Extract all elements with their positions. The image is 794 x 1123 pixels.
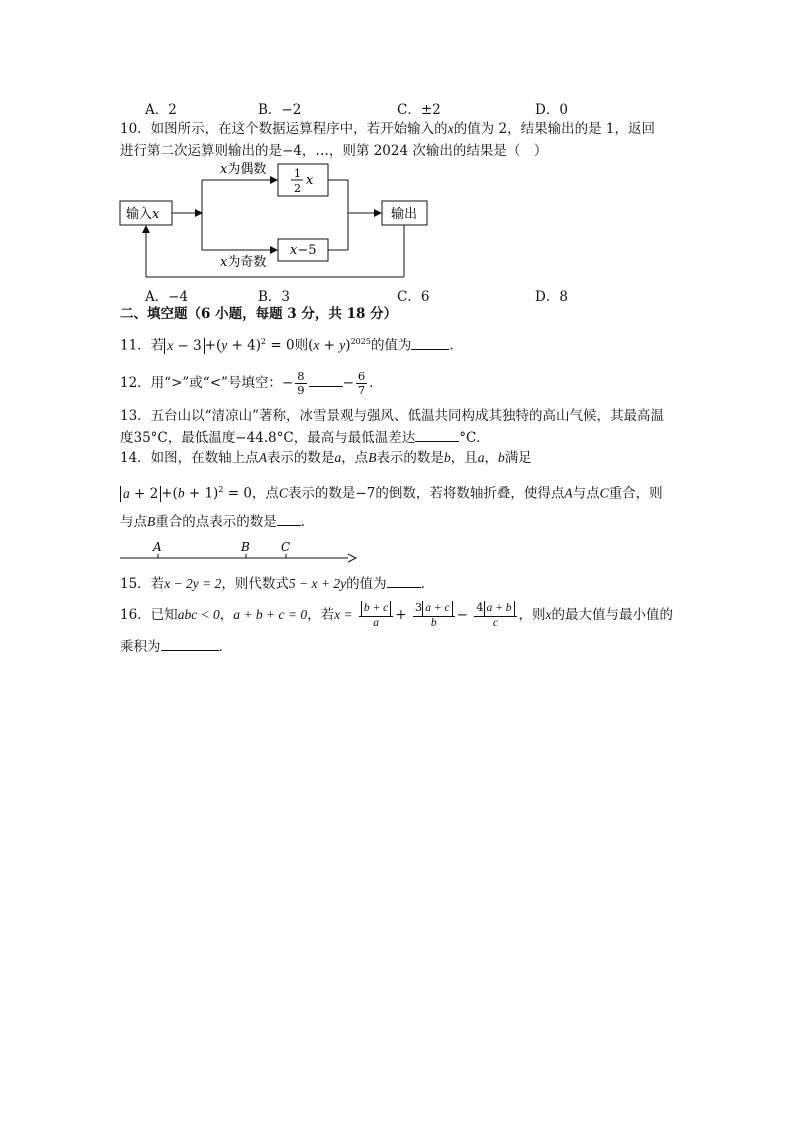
q10-line-2: 进行第二次运算则输出的是−4，…，则第 2024 次输出的结果是（ ） [120, 143, 548, 159]
svg-text:x为奇数: x为奇数 [220, 255, 267, 270]
flow-minus5-label: −5 [297, 243, 317, 258]
flow-even-label: 为偶数 [227, 162, 267, 177]
point-c-label: C [281, 540, 291, 554]
flow-half-num: 1 [294, 167, 301, 180]
flow-half-den: 2 [294, 182, 301, 195]
point-b-label: B [241, 540, 250, 554]
q14-line-3: 与点B重合的点表示的数是 ． [120, 511, 314, 532]
point-a-label: A [153, 540, 162, 554]
q9-option-b: B．−2 [258, 102, 302, 118]
q11: 11．若 $x - 3 +(y + 4)^2 = 0$则$(x + y)^{2025}$的值为 ． [120, 332, 463, 356]
q10-flowchart [110, 158, 440, 283]
q9-option-d: D．0 [535, 102, 568, 118]
q15-answer-blank[interactable] [387, 573, 421, 588]
q16-line-2: 乘积为 ． [120, 636, 232, 657]
q14-line-2: $a + 2 +(b + 1)^2 = 0$，点C表示的数是−7的倒数，若将数轴折叠，使得点A与点C重合，则 [120, 480, 663, 504]
q10-option-d: D．8 [535, 289, 568, 305]
q11-answer-blank[interactable] [411, 335, 449, 350]
q14-line-1: 14．如图，在数轴上点A表示的数是a，点B表示的数是b，且a，b满足 [120, 450, 532, 466]
q12: 12．用“>”或“<”号填空：− $\frac{8}{9}$ − $\frac{6}{7}$ ． [120, 369, 383, 397]
q14-answer-blank[interactable] [277, 511, 301, 526]
svg-text:x为偶数: x为偶数 [220, 162, 267, 177]
q14-number-line [118, 538, 358, 566]
svg-text:x−5: x−5 [290, 243, 317, 258]
q13-line-2: 度35°C，最低温度−44.8°C，最高与最低温差达 °C． [120, 427, 490, 448]
q15: 15．若x − 2y = 2，则代数式5 − x + 2y的值为 ． [120, 573, 434, 594]
q9-option-a: A．2 [145, 102, 177, 118]
q16-answer-blank[interactable] [161, 636, 219, 651]
q10-option-c: C．6 [397, 289, 430, 305]
q16-line-1: 16．已知abc < 0，a + b + c = 0，若x = $\frac{b + c}{a}$ + $\frac{3 a + c}{b}$ − $\frac{4 a + b}{c}$ ，则x的最大值与最小值的 [120, 600, 674, 629]
q12-answer-blank[interactable] [309, 372, 343, 387]
flow-odd-label: 为奇数 [227, 255, 267, 270]
q10-line-1: 10．如图所示，在这个数据运算程序中，若开始输入的x的值为 2，结果输出的是 1，返回 [120, 121, 655, 137]
q13-answer-blank[interactable] [415, 427, 459, 442]
flow-output-label: 输出 [391, 207, 418, 222]
section-2-title: 二、填空题（6 小题，每题 3 分，共 18 分） [120, 306, 398, 322]
q10-option-a: A．−4 [145, 289, 189, 305]
q13-line-1: 13．五台山以“清凉山”著称，冰雪景观与强风、低温共同构成其独特的高山气候，其最高温 [120, 408, 664, 424]
svg-text:输入x: 输入x [126, 207, 160, 222]
svg-text:x: x [306, 173, 314, 188]
q10-option-b: B．3 [258, 289, 291, 305]
flow-input-label: 输入 [126, 207, 153, 222]
q9-option-c: C．±2 [397, 102, 441, 118]
